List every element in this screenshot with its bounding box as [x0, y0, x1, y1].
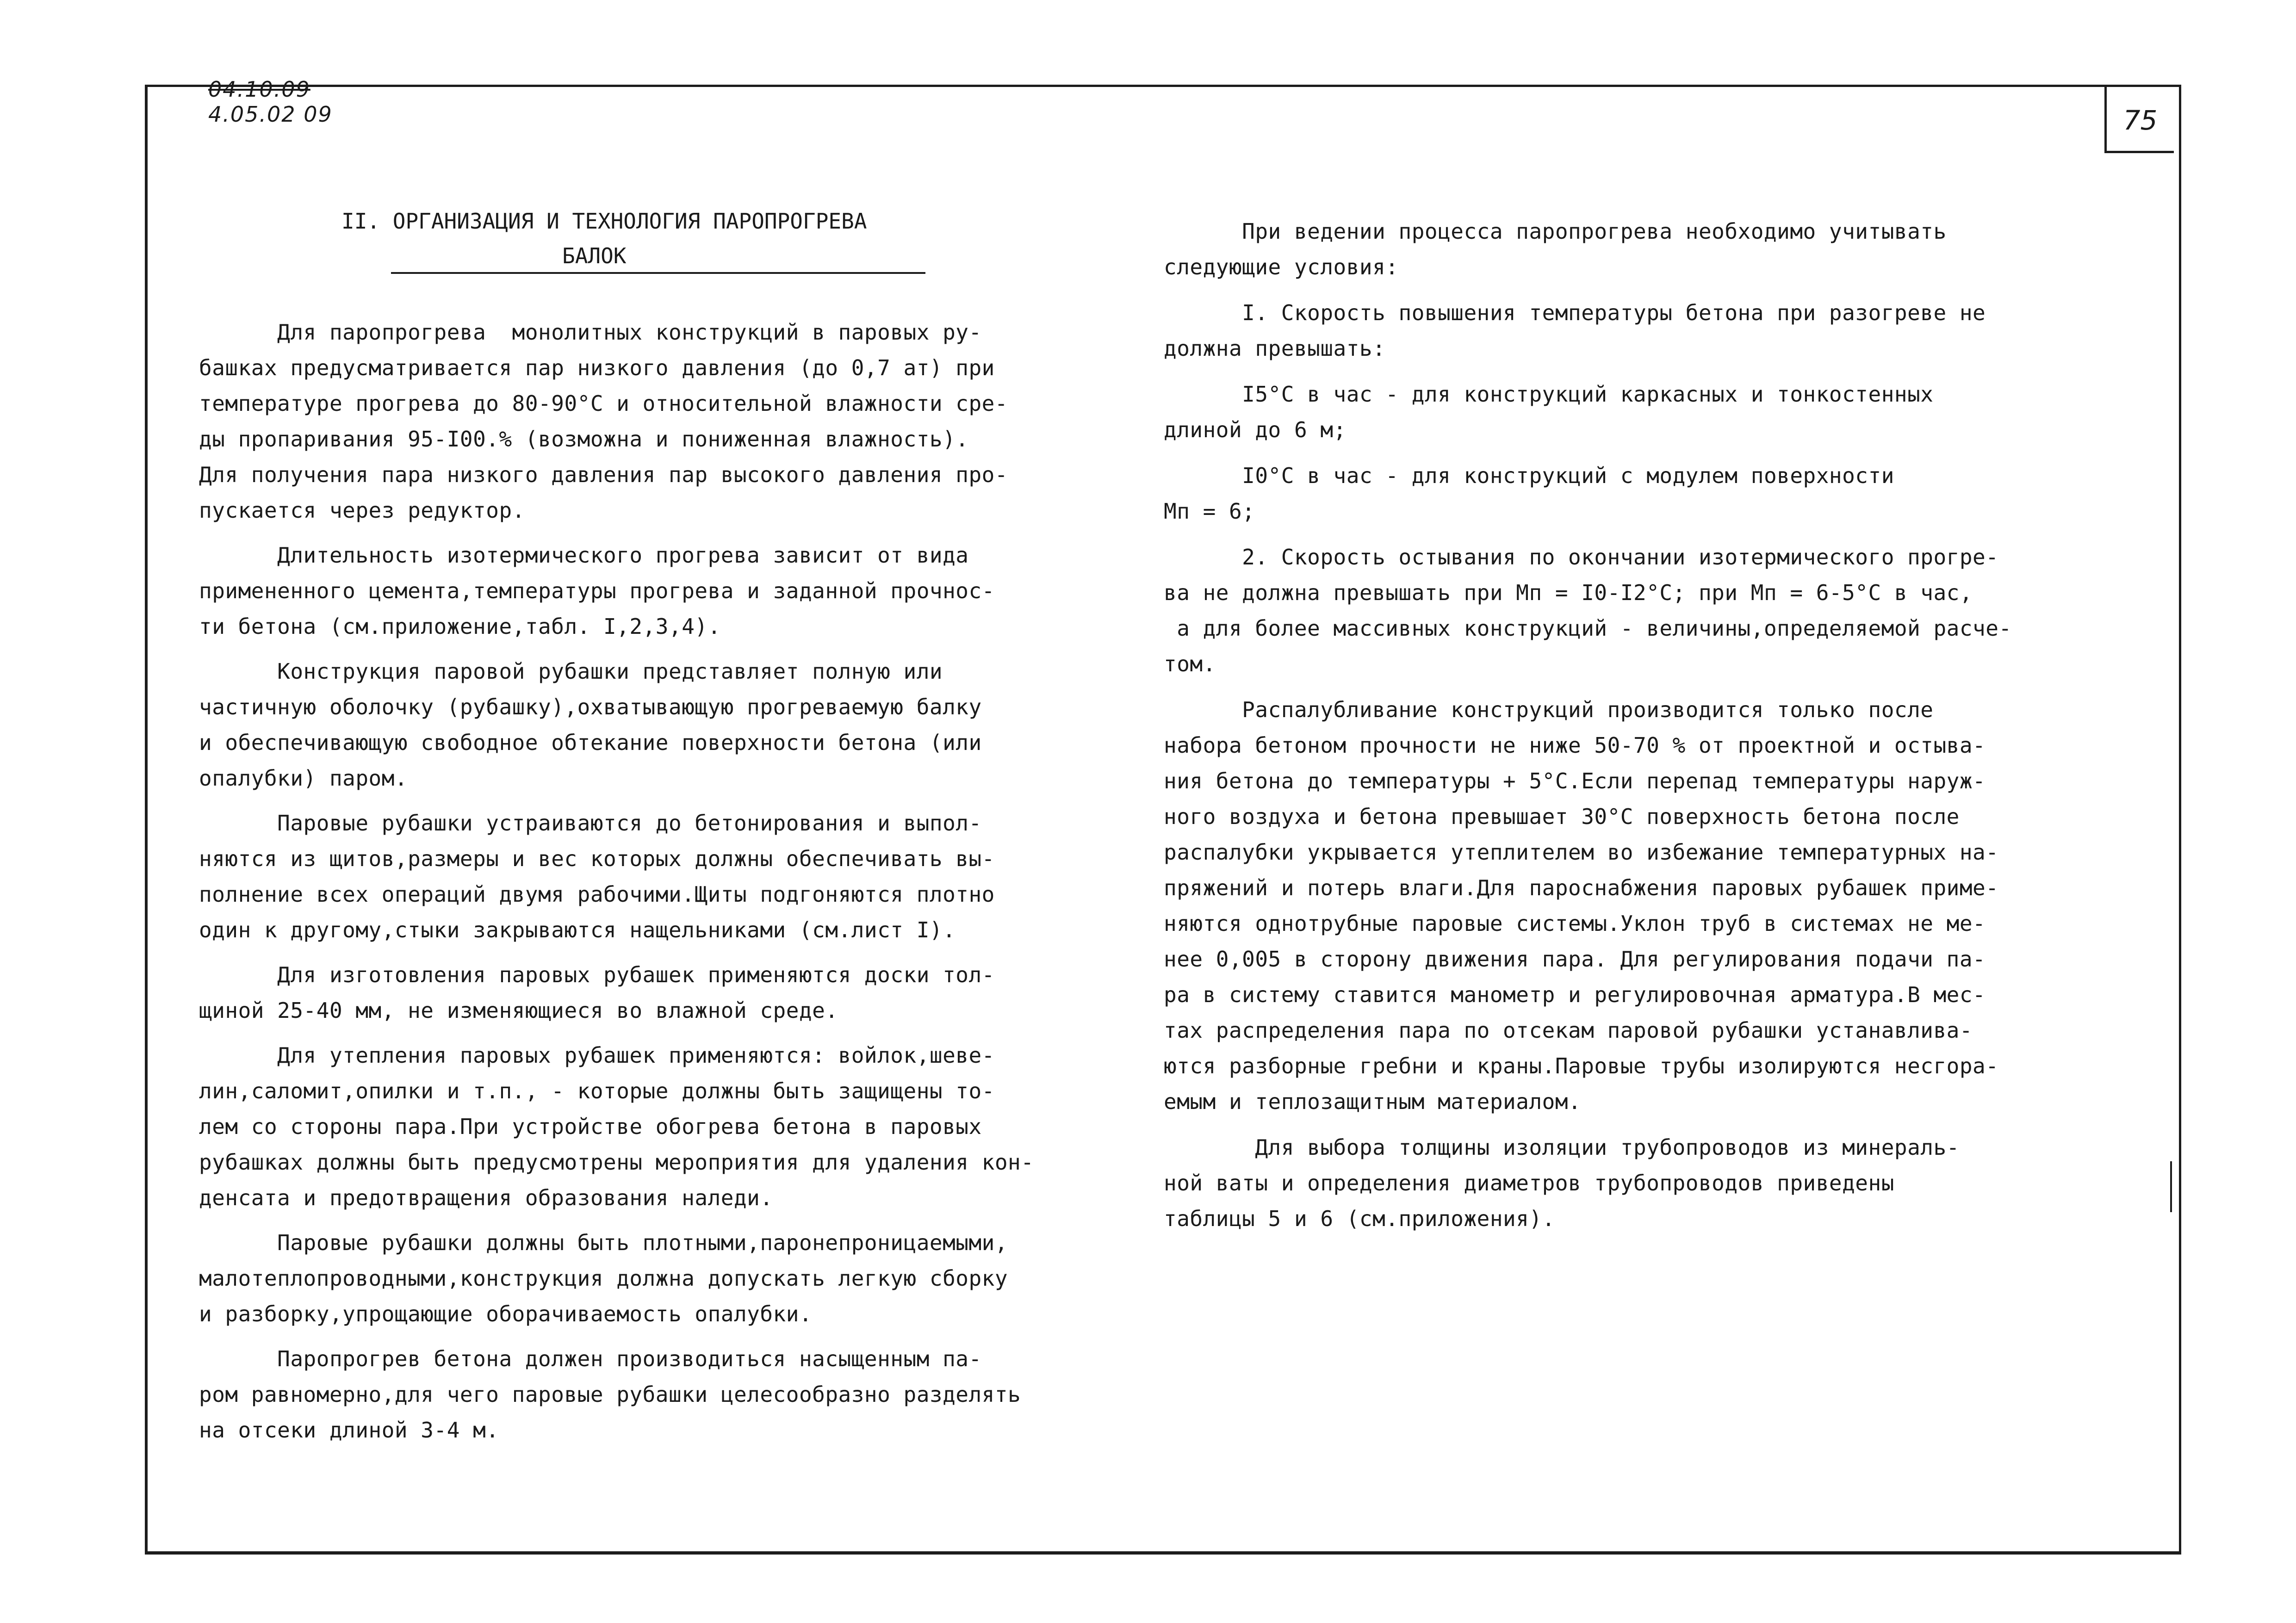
page-number-box: [2104, 87, 2174, 153]
text-line: на отсеки длиной 3-4 м.: [199, 1418, 499, 1443]
page-number: 75: [2123, 105, 2158, 136]
text-line: Для утепления паровых рубашек применяются: войлок,шеве-: [199, 1043, 995, 1068]
text-line: ются разборные гребни и краны.Паровые трубы изолируются несгора-: [1164, 1053, 1999, 1078]
text-line: 2. Скорость остывания по окончании изотермического прогре-: [1164, 545, 1999, 570]
text-line: Для выбора толщины изоляции трубопроводов из минераль-: [1164, 1135, 1960, 1160]
document-code-struck: 04.10.09: [208, 77, 310, 102]
text-line: опалубки) паром.: [199, 766, 408, 791]
text-line: ния бетона до температуры + 5°С.Если перепад температуры наруж-: [1164, 768, 1986, 793]
margin-tick-mark: [2170, 1161, 2172, 1212]
text-line: Длительность изотермического прогрева зависит от вида: [199, 543, 969, 568]
text-line: пускается через редуктор.: [199, 498, 525, 523]
text-line: распалубки укрывается утеплителем во избежание температурных на-: [1164, 840, 1999, 865]
text-line: нее 0,005 в сторону движения пара. Для регулирования подачи па-: [1164, 947, 1986, 972]
text-line: щиной 25-40 мм, не изменяющиеся во влажной среде.: [199, 998, 838, 1023]
text-line: няются однотрубные паровые системы.Уклон труб в системах не ме-: [1164, 911, 1986, 936]
section-title-continuation: БАЛОК: [562, 243, 627, 268]
text-line: лин,саломит,опилки и т.п., - которые должны быть защищены то-: [199, 1078, 995, 1103]
text-line: Для получения пара низкого давления пар высокого давления про-: [199, 462, 1008, 487]
text-line: При ведении процесса паропрогрева необходимо учитывать: [1164, 219, 1947, 244]
text-line: ром равномерно,для чего паровые рубашки целесообразно разделять: [199, 1382, 1021, 1407]
text-line: ного воздуха и бетона превышает 30°С поверхность бетона после: [1164, 804, 1960, 829]
text-line: I0°С в час - для конструкций с модулем поверхности: [1164, 463, 1894, 488]
text-line: и обеспечивающую свободное обтекание поверхности бетона (или: [199, 730, 982, 755]
text-line: а для более массивных конструкций - величины,определяемой расче-: [1164, 616, 2012, 641]
text-line: полнение всех операций двумя рабочими.Щиты подгоняются плотно: [199, 882, 995, 907]
text-line: Распалубливание конструкций производится только после: [1164, 697, 1934, 722]
text-line: лем со стороны пара.При устройстве обогрева бетона в паровых: [199, 1114, 982, 1139]
text-line: Паровые рубашки должны быть плотными,паронепроницаемыми,: [199, 1230, 1008, 1255]
text-line: I5°С в час - для конструкций каркасных и тонкостенных: [1164, 382, 1934, 407]
text-line: Паропрогрев бетона должен производиться насыщенным па-: [199, 1346, 982, 1371]
text-line: ды пропаривания 95-I00.% (возможна и пониженная влажность).: [199, 427, 969, 452]
text-line: I. Скорость повышения температуры бетона при разогреве не: [1164, 300, 1986, 325]
text-line: ва не должна превышать при Мп = I0-I2°С; при Мп = 6-5°С в час,: [1164, 580, 1973, 605]
text-line: Для изготовления паровых рубашек применяются доски тол-: [199, 962, 995, 987]
text-line: и разборку,упрощающие оборачиваемость опалубки.: [199, 1301, 813, 1326]
text-line: том.: [1164, 651, 1216, 676]
text-line: Конструкция паровой рубашки представляет полную или: [199, 659, 943, 684]
text-line: температуре прогрева до 80-90°С и относительной влажности сре-: [199, 391, 1008, 416]
text-line: малотеплопроводными,конструкция должна допускать легкую сборку: [199, 1266, 1008, 1291]
text-line: ной ваты и определения диаметров трубопроводов приведены: [1164, 1171, 1894, 1196]
section-title-rule: [391, 272, 925, 274]
text-line: длиной до 6 м;: [1164, 417, 1347, 442]
text-line: Паровые рубашки устраиваются до бетонирования и выпол-: [199, 811, 982, 836]
text-line: емым и теплозащитным материалом.: [1164, 1089, 1582, 1114]
text-line: рубашках должны быть предусмотрены мероприятия для удаления кон-: [199, 1150, 1034, 1175]
text-line: частичную оболочку (рубашку),охватывающую прогреваемую балку: [199, 694, 982, 719]
text-line: примененного цемента,температуры прогрева и заданной прочнос-: [199, 578, 995, 603]
section-title: II. ОРГАНИЗАЦИЯ И ТЕХНОЛОГИЯ ПАРОПРОГРЕВА: [341, 209, 867, 234]
text-line: ти бетона (см.приложение,табл. I,2,3,4).: [199, 614, 721, 639]
text-line: пряжений и потерь влаги.Для пароснабжения паровых рубашек приме-: [1164, 875, 1999, 900]
text-line: ра в систему ставится манометр и регулировочная арматура.В мес-: [1164, 982, 1986, 1007]
document-code: 4.05.02 09: [208, 102, 333, 127]
text-line: Мп = 6;: [1164, 499, 1255, 524]
text-line: один к другому,стыки закрываются нащельниками (см.лист I).: [199, 917, 956, 942]
text-line: тах распределения пара по отсекам паровой рубашки устанавлива-: [1164, 1018, 1973, 1043]
text-line: башках предусматривается пар низкого давления (до 0,7 ат) при: [199, 355, 995, 380]
text-line: следующие условия:: [1164, 254, 1399, 279]
text-line: набора бетоном прочности не ниже 50-70 % от проектной и остыва-: [1164, 733, 1986, 758]
text-line: няются из щитов,размеры и вес которых должны обеспечивать вы-: [199, 846, 995, 871]
text-line: таблицы 5 и 6 (см.приложения).: [1164, 1206, 1555, 1231]
text-line: Для паропрогрева монолитных конструкций в паровых ру-: [199, 320, 982, 345]
text-line: должна превышать:: [1164, 336, 1386, 361]
text-line: денсата и предотвращения образования наледи.: [199, 1185, 773, 1210]
